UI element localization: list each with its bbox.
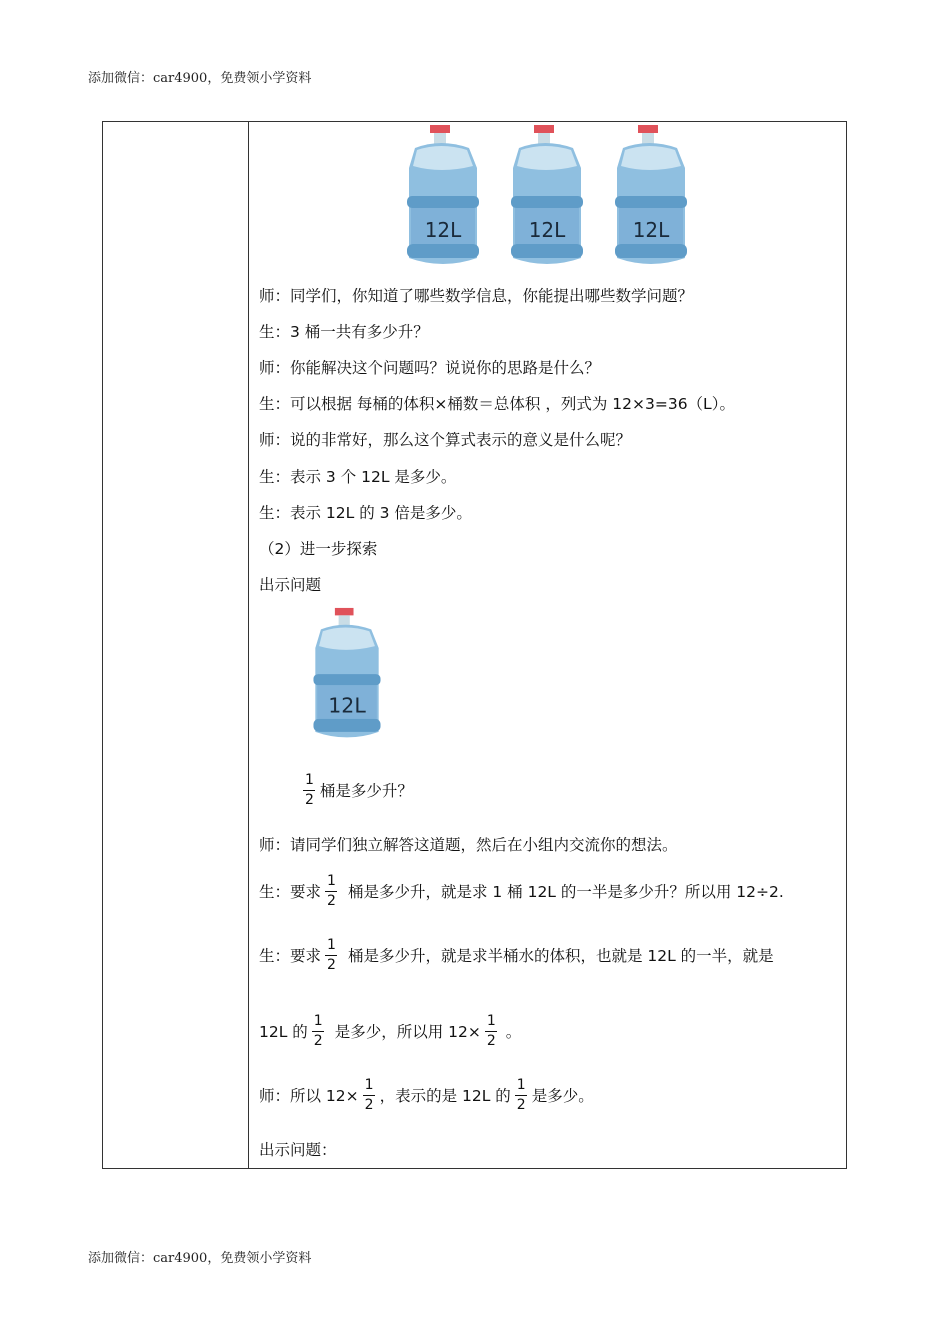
water-bottle-2 xyxy=(507,124,587,270)
fraction-half: $\frac{1}{2}$ xyxy=(486,1013,496,1049)
fraction-half: $\frac{1}{2}$ xyxy=(364,1077,374,1113)
dialogue-line-8: 师：请同学们独立解答这道题，然后在小组内交流你的想法。 xyxy=(259,836,678,854)
problem-question: $\frac{1}{2}$ 桶是多少升？ xyxy=(305,772,413,808)
svg-text:12L: 12L xyxy=(424,218,462,242)
fraction-half: $\frac{1}{2}$ xyxy=(305,772,314,808)
dialogue-line-9: 生：要求 $\frac{1}{2}$ 桶是多少升，就是求 1 桶 12L 的一半是多少升？所以用 12÷2. xyxy=(259,873,784,909)
svg-text:12L: 12L xyxy=(328,693,366,718)
dialogue-line-13: 出示问题： xyxy=(259,1141,337,1159)
dialogue-line-11: 12L 的 $\frac{1}{2}$ 是多少，所以用 12× $\frac{1}{2}$ 。 xyxy=(259,1013,522,1049)
dialogue-line-7: 生：表示 12L 的 3 倍是多少。 xyxy=(259,504,472,522)
table-left-cell xyxy=(103,122,248,1168)
svg-text:12L: 12L xyxy=(632,218,670,242)
svg-text:12L: 12L xyxy=(528,218,566,242)
dialogue-line-10: 生：要求 $\frac{1}{2}$ 桶是多少升，就是求半桶水的体积，也就是 12L 的一半，就是 xyxy=(259,937,774,973)
dialogue-line-6: 生：表示 3 个 12L 是多少。 xyxy=(259,468,457,486)
page-footer-text: 添加微信：car4900，免费领小学资料 xyxy=(88,1251,312,1266)
dialogue-line-1: 师：同学们，你知道了哪些数学信息，你能提出哪些数学问题？ xyxy=(259,287,694,305)
dialogue-line-2: 生：3 桶一共有多少升？ xyxy=(259,323,429,341)
table-right-cell xyxy=(249,122,846,1168)
lesson-table xyxy=(102,121,847,1169)
page-header-text: 添加微信：car4900，免费领小学资料 xyxy=(88,71,312,86)
dialogue-line-4: 生：可以根据 每桶的体积×桶数＝总体积 ，列式为 12×3=36（L）。 xyxy=(259,395,735,413)
fraction-half: $\frac{1}{2}$ xyxy=(313,1013,323,1049)
water-bottle-3 xyxy=(611,124,691,270)
dialogue-line-5: 师：说的非常好，那么这个算式表示的意义是什么呢？ xyxy=(259,431,632,449)
dialogue-line-12: 师：所以 12× $\frac{1}{2}$ ，表示的是 12L 的 $\frac{1}{2}$ 是多少。 xyxy=(259,1077,594,1113)
fraction-half: $\frac{1}{2}$ xyxy=(327,937,336,973)
dialogue-line-3: 师：你能解决这个问题吗？说说你的思路是什么？ xyxy=(259,359,601,377)
water-bottle-single xyxy=(307,607,387,743)
section-heading: （2）进一步探索 xyxy=(259,540,378,558)
fraction-half: $\frac{1}{2}$ xyxy=(516,1077,526,1113)
fraction-half: $\frac{1}{2}$ xyxy=(327,873,336,909)
water-bottle-1 xyxy=(403,124,483,270)
show-problem-label: 出示问题 xyxy=(259,576,322,594)
